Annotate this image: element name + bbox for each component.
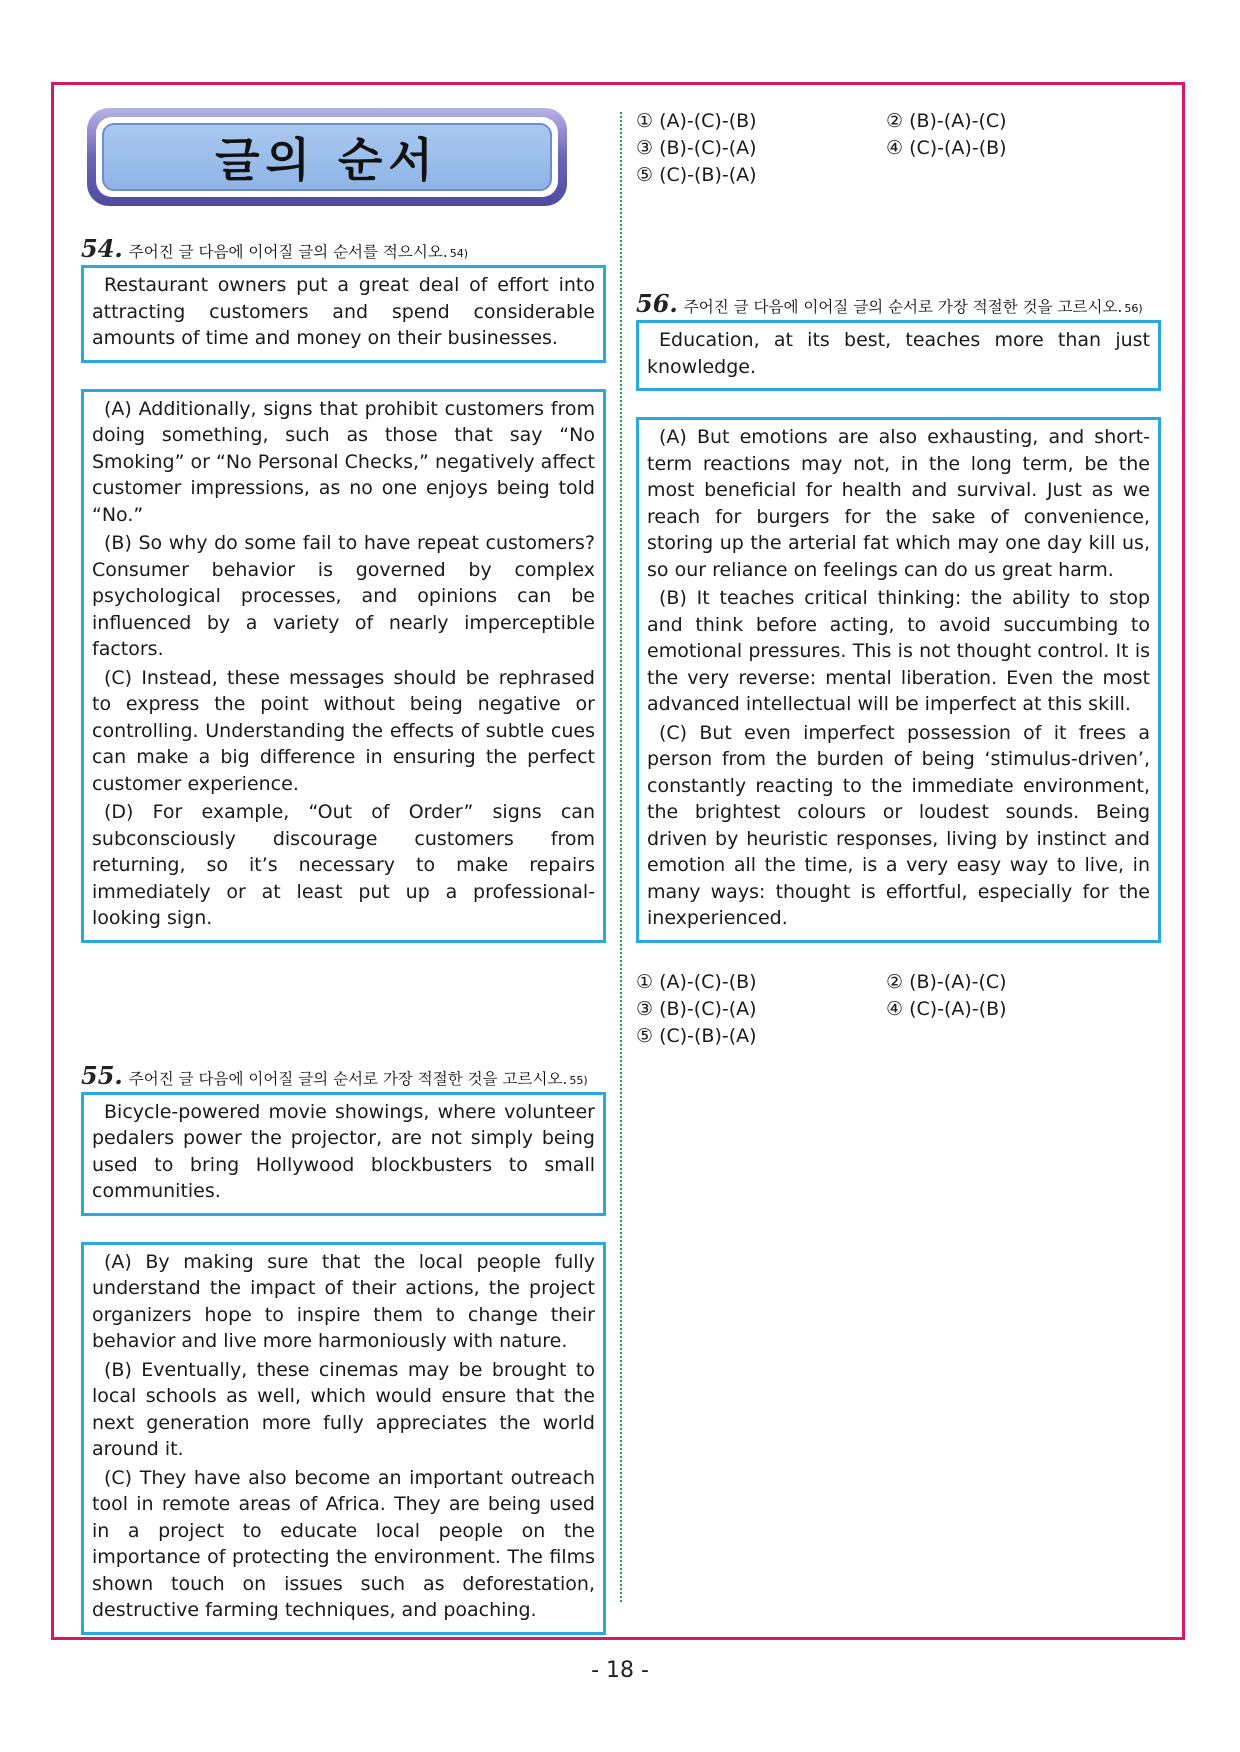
question-54-header [81, 234, 606, 263]
choice-5[interactable]: ⑤ (C)-(B)-(A) [636, 1024, 757, 1047]
choice-1[interactable]: ① (A)-(C)-(B) [636, 110, 757, 132]
q54-paragraph-box [81, 389, 606, 943]
choice-4[interactable]: ④ (C)-(A)-(B) [886, 137, 1007, 159]
q54-given-text [81, 265, 606, 363]
question-55-header [81, 1061, 606, 1090]
footnote-marker: 55) [569, 1073, 588, 1087]
q55-paragraph-box [81, 1242, 606, 1635]
choice-3[interactable]: ③ (B)-(C)-(A) [636, 997, 757, 1020]
question-number: 56. [636, 289, 678, 318]
paragraph-d: (D) For example, “Out of Order” signs can subconsciously discourage customers from returning, so it’s necessary to make repairs immediately or at least put up a professional-looking sign. [92, 801, 595, 929]
page-title: 글의 순서 [215, 133, 439, 187]
left-column [81, 108, 606, 1635]
question-prompt: 주어진 글 다음에 이어질 글의 순서를 적으시오. [128, 243, 448, 261]
paragraph-c: (C) They have also become an important outreach tool in remote areas of Africa. They are being used in a project to educate local people on the importance of protecting the environment. The films shown touch on issues such as deforestation, destructive farming techniques, and poaching. [92, 1466, 595, 1621]
choice-2[interactable]: ② (B)-(A)-(C) [886, 110, 1007, 132]
given-text: Restaurant owners put a great deal of effort into attracting customers and spend considerable amounts of time and money on their businesses. [92, 274, 595, 349]
right-column [636, 108, 1161, 1050]
choice-4[interactable]: ④ (C)-(A)-(B) [886, 997, 1007, 1020]
question-number: 54. [81, 234, 123, 263]
question-number: 55. [81, 1060, 123, 1090]
page-number: - 18 - [591, 1658, 649, 1683]
footnote-marker: 56) [1124, 302, 1143, 315]
question-prompt: 주어진 글 다음에 이어질 글의 순서로 가장 적절한 것을 고르시오. [128, 1069, 568, 1088]
q56-given-text [636, 320, 1161, 391]
q56-choices [636, 969, 1161, 1050]
paragraph-b: (B) It teaches critical thinking: the ability to stop and think before acting, to avoid succumbing to emotional pressures. This is not thought control. It is the very reverse: mental liberation. Even the most advanced intellectual will be imperfect at this skill. [647, 587, 1150, 715]
choice-3[interactable]: ③ (B)-(C)-(A) [636, 137, 757, 159]
paragraph-b: (B) Eventually, these cinemas may be brought to local schools as well, which would ensure that the next generation more fully appreciates the world around it. [92, 1358, 595, 1460]
paragraph-a: (A) By making sure that the local people fully understand the impact of their actions, the project organizers hope to inspire them to change their behavior and live more harmoniously with nature. [92, 1250, 595, 1352]
given-text: Bicycle-powered movie showings, where volunteer pedalers power the projector, are not simply being used to bring Hollywood blockbusters to small communities. [92, 1100, 595, 1202]
column-divider [620, 112, 622, 1602]
paragraph-a: (A) Additionally, signs that prohibit customers from doing something, such as those that say “No Smoking” or “No Personal Checks,” negatively affect customer impressions, as no one enjoys being told “No.” [92, 397, 595, 526]
paragraph-b: (B) So why do some fail to have repeat customers? Consumer behavior is governed by complex psychological processes, and opinions can be influenced by a variety of nearly imperceptible factors. [92, 532, 595, 660]
paragraph-c: (C) But even imperfect possession of it frees a person from the burden of being ‘stimulus-driven’, constantly reacting to the immediate environment, the brightest colours or loudest sounds. Being driven by heuristic responses, living by instinct and emotion all the time, is a very easy way to live, in many ways: thought is effortful, especially for the inexperienced. [647, 721, 1150, 929]
question-prompt: 주어진 글 다음에 이어질 글의 순서로 가장 적절한 것을 고르시오. [683, 298, 1123, 316]
paragraph-a: (A) But emotions are also exhausting, and short-term reactions may not, in the long term, be the most beneficial for health and survival. Just as we reach for burgers for the sake of convenience, storing up the arterial fat which may one day kill us, so our reliance on feelings can do us great harm. [647, 426, 1150, 581]
q55-given-text [81, 1092, 606, 1216]
title-banner [87, 108, 567, 206]
question-56-header [636, 289, 1161, 318]
choice-5[interactable]: ⑤ (C)-(B)-(A) [636, 164, 757, 186]
given-text: Education, at its best, teaches more than just knowledge. [647, 329, 1150, 378]
footnote-marker: 54) [449, 247, 469, 260]
choice-2[interactable]: ② (B)-(A)-(C) [886, 970, 1007, 993]
paragraph-c: (C) Instead, these messages should be rephrased to express the point without being negative or controlling. Understanding the effects of subtle cues can make a big difference in ensuring the perfect customer experience. [92, 666, 595, 795]
q55-choices [636, 108, 1161, 189]
choice-1[interactable]: ① (A)-(C)-(B) [636, 970, 757, 993]
q56-paragraph-box [636, 417, 1161, 943]
